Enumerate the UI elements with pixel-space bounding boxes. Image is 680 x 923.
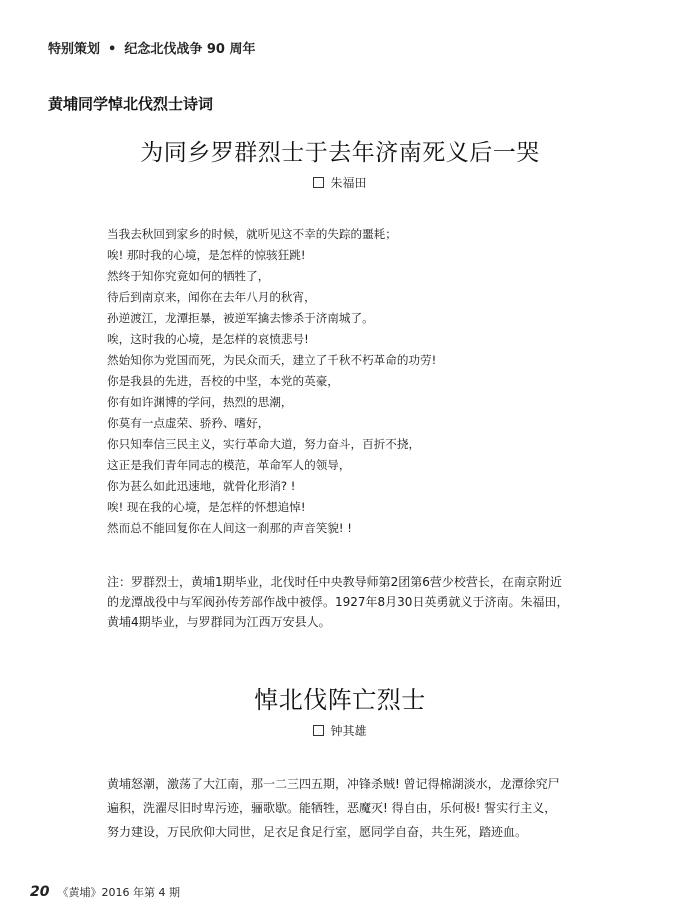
poem-line: 你是我县的先进，吾校的中坚，本党的英豪， — [107, 374, 339, 388]
column-name: 特别策划 — [48, 42, 101, 57]
poem1-title: 为同乡罗群烈士于去年济南死义后一哭 — [140, 140, 540, 166]
poem1-body — [107, 224, 577, 539]
poem-line: 待后到南京来，闻你在去年八月的秋宵， — [107, 290, 316, 304]
poem-line: 然始知你为党国而死，为民众而夭，建立了千秋不朽革命的功劳! — [107, 353, 437, 367]
poem2-body — [107, 772, 577, 844]
poem-line: 努力建设，万民欣仰大同世，足衣足食足行室，愿同学自奋，共生死，踏迹血。 — [107, 825, 528, 839]
poem-line: 遍积，洗濯尽旧时卑污迹，骊歌歇。能牺牲，恶魔灭! 得自由，乐何极! 誓实行主义， — [107, 801, 557, 815]
poem-line: 孙逆渡江，龙潭拒暴，被逆军擒去惨杀于济南城了。 — [107, 311, 374, 325]
note-line: 注：罗群烈士，黄埔1期毕业，北伐时任中央教导师第2团第6营少校营长，在南京附近 — [107, 575, 562, 589]
poem-line: 唉，这时我的心境，是怎样的哀愤悲号! — [107, 332, 309, 346]
poem-line: 你为甚么如此迅速地，就骨化形消? ! — [107, 479, 296, 493]
poem1-author: 朱福田 — [330, 176, 367, 190]
poem-line: 然终于知你究竟如何的牺牲了， — [107, 269, 270, 283]
author-box-icon — [313, 725, 324, 736]
poem-line: 你只知奉信三民主义，实行革命大道，努力奋斗，百折不挠， — [107, 437, 421, 451]
poem2-title: 悼北伐阵亡烈士 — [254, 686, 426, 714]
poem-line: 你有如许渊博的学问，热烈的思潮， — [107, 395, 293, 409]
poem2-author: 钟其雄 — [330, 724, 367, 738]
page-number: 20 — [30, 884, 50, 900]
page-footer — [30, 884, 180, 900]
poem-line: 唉! 那时我的心境，是怎样的惊骇狂跳! — [107, 248, 306, 262]
page-header — [48, 38, 255, 57]
poem-line: 黄埔怒潮，激荡了大江南，那一二三四五期，冲锋杀贼! 曾记得棉湖淡水，龙潭徐究尸 — [107, 777, 560, 791]
author-box-icon — [313, 177, 324, 188]
poem-line: 你莫有一点虚荣、骄矜、嗜好， — [107, 416, 270, 430]
section-title: 黄埔同学悼北伐烈士诗词 — [48, 95, 214, 113]
poem-line: 然而总不能回复你在人间这一刹那的声音笑貌! ! — [107, 521, 352, 535]
note-line: 的龙潭战役中与军阀孙传芳部作战中被俘。1927年8月30日英勇就义于济南。朱福田， — [107, 595, 569, 609]
poem1-author-line — [0, 174, 680, 191]
poem-line: 唉! 现在我的心境，是怎样的怀想追悼! — [107, 500, 306, 514]
poem-line: 当我去秋回到家乡的时候，就听见这不幸的失踪的噩耗； — [107, 227, 397, 241]
poem1-note — [107, 572, 577, 632]
issue-label: 《黄埔》2016 年第 4 期 — [57, 886, 180, 899]
header-bullet: • — [108, 42, 117, 57]
topic-name: 纪念北伐战争 90 周年 — [124, 42, 256, 57]
poem-line: 这正是我们青年同志的模范，革命军人的领导， — [107, 458, 351, 472]
poem2-author-line — [0, 722, 680, 739]
note-line: 黄埔4期毕业，与罗群同为江西万安县人。 — [107, 615, 331, 629]
